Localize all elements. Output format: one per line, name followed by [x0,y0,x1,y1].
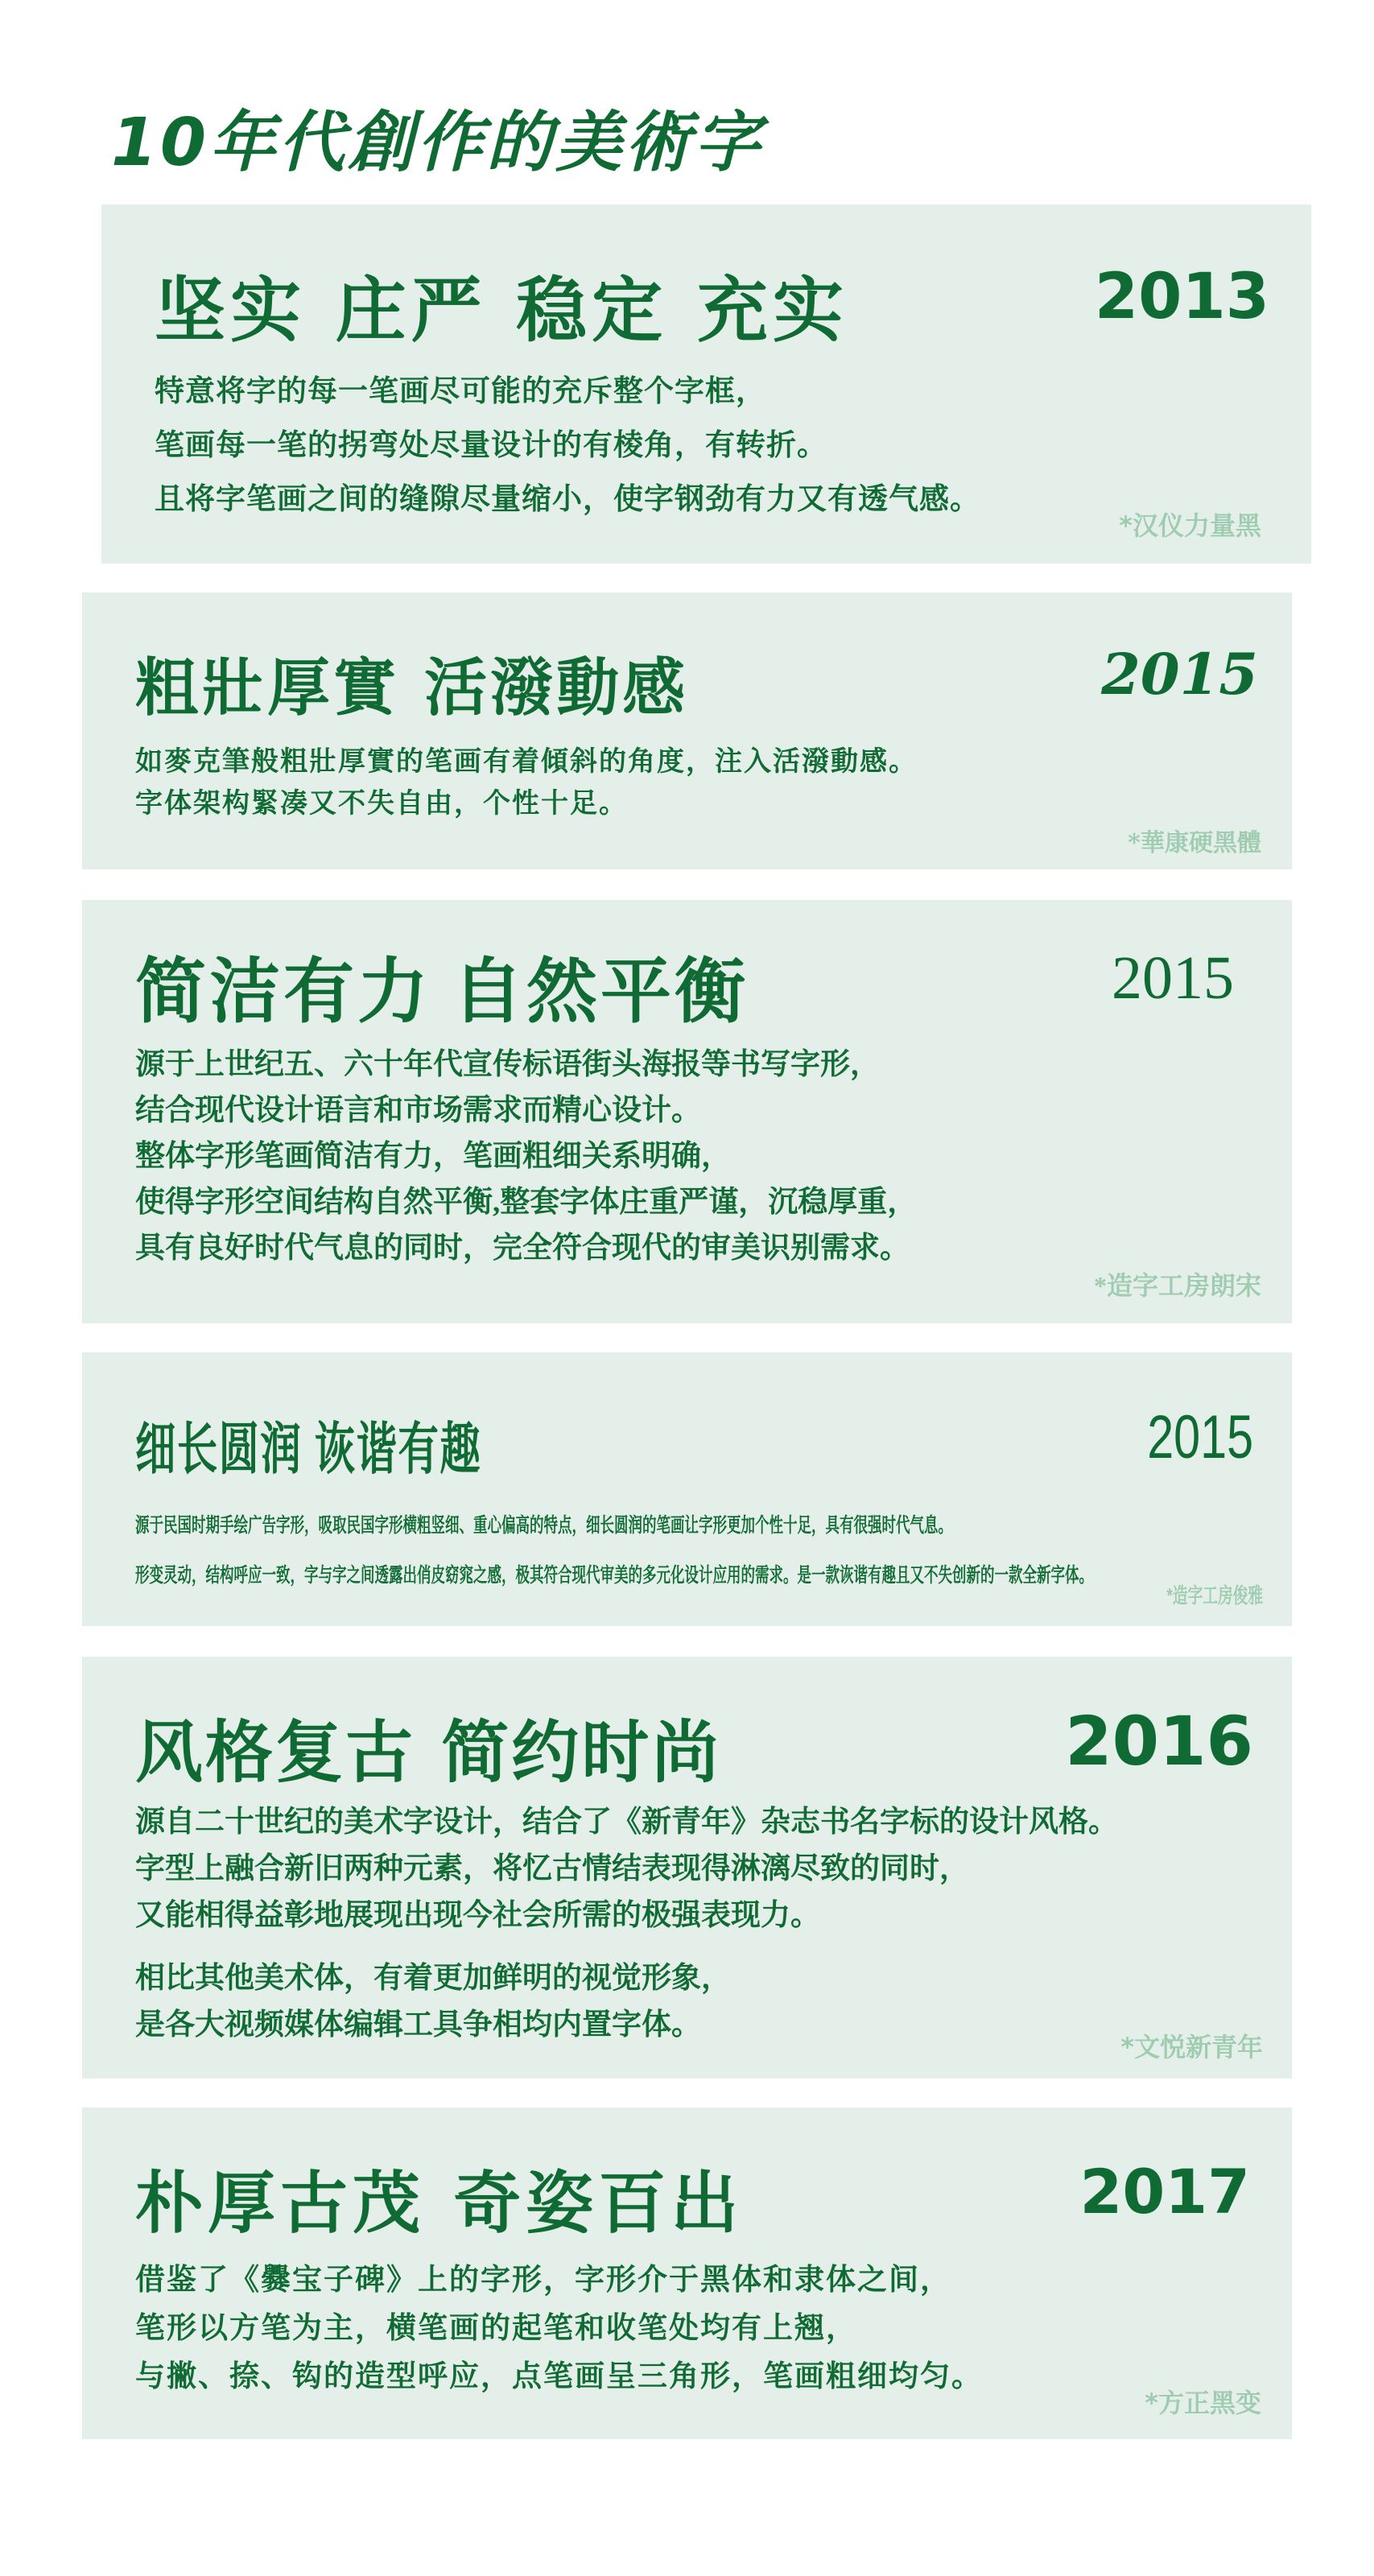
card-year: 2016 [1065,1702,1253,1781]
description-line: 如麥克筆般粗壯厚實的笔画有着傾斜的角度，注入活潑動感。 [135,745,918,778]
card-year: 2015 [1147,1403,1253,1472]
card-heading: 坚实 庄严 稳定 充实 [155,269,848,352]
card-heading: 细长圆润 诙谐有趣 [135,1418,482,1480]
font-credit: *文悦新青年 [1120,2032,1263,2062]
card-description [135,741,918,824]
card-year: 2013 [1094,261,1269,333]
description-line: 笔形以方笔为主，横笔画的起笔和收笔处均有上翘， [135,2310,857,2345]
card-description [135,1042,917,1271]
description-line: 相比其他美术体，有着更加鲜明的视觉形象， [135,1960,731,1995]
description-line: 整体字形笔画简洁有力，笔画粗细关系明确， [135,1140,731,1173]
description-line: 具有良好时代气息的同时，完全符合现代的审美识别需求。 [135,1232,910,1265]
font-credit: *汉仪力量黑 [1119,510,1261,541]
card-description [135,2256,983,2401]
card-year: 2015 [1112,944,1234,1012]
description-line: 字型上融合新旧两种元素，将忆古情结表现得淋漓尽致的同时， [135,1851,969,1885]
description-line: 且将字笔画之间的缝隙尽量缩小，使字钢劲有力又有透气感。 [155,481,980,516]
page-title: 10年代創作的美術字 [111,105,764,181]
description-line: 源于上世纪五、六十年代宣传标语街头海报等书写字形， [135,1048,880,1081]
description-line: 源于民国时期手绘广告字形，吸取民国字形横粗竖细、重心偏高的特点，细长圆润的笔画让字形更加个性十足，具有很强时代气息。 [135,1514,953,1537]
description-line: 结合现代设计语言和市场需求而精心设计。 [135,1094,701,1127]
card-heading: 朴厚古茂 奇姿百出 [135,2164,744,2243]
description-line: 字体架构緊凑又不失自由，个性十足。 [135,787,628,819]
description-line: 是各大视频媒体编辑工具争相均内置字体。 [135,2007,701,2041]
card-heading: 简洁有力 自然平衡 [135,954,749,1032]
font-card-2015-langsong [82,900,1292,1323]
description-line: 借鉴了《爨宝子碑》上的字形，字形介于黑体和隶体之间， [135,2262,951,2297]
card-heading: 粗壯厚實 活潑動感 [135,651,689,724]
description-line: 特意将字的每一笔画尽可能的充斥整个字框， [155,374,766,408]
card-description [155,364,980,526]
card-year: 2015 [1101,641,1258,708]
paragraph-gap [135,1938,1118,1955]
font-credit: *造字工房俊雅 [1166,1583,1263,1608]
card-heading: 风格复古 简约时尚 [135,1713,722,1792]
font-card-2016-xinqingnian [82,1657,1292,2079]
description-line: 源自二十世纪的美术字设计，结合了《新青年》杂志书名字标的设计风格。 [135,1804,1118,1839]
font-credit: *造字工房朗宋 [1093,1271,1261,1300]
card-description [135,1798,1118,2048]
description-line: 使得字形空间结构自然平衡,整套字体庄重严谨，沉稳厚重， [135,1186,918,1219]
font-card-2015-junya [82,1352,1292,1626]
font-card-2017-heibian [82,2107,1292,2439]
description-line: 又能相得益彰地展现出现今社会所需的极强表现力。 [135,1897,820,1932]
font-card-2015-huakang [82,592,1292,869]
font-credit: *方正黑变 [1145,2388,1261,2418]
description-line: 形变灵动，结构呼应一致，字与字之间透露出俏皮窈窕之感，极其符合现代审美的多元化设计应用的需求。是一款诙谐有趣且又不失创新的一款全新字体。 [135,1564,1094,1587]
card-year: 2017 [1079,2156,1250,2227]
font-card-2013-lixiang [101,204,1311,564]
description-line: 笔画每一笔的拐弯处尽量设计的有棱角，有转折。 [155,427,827,462]
card-description [135,1501,1093,1600]
font-credit: *華康硬黑體 [1128,829,1261,857]
description-line: 与撇、捺、钩的造型呼应，点笔画呈三角形，笔画粗细均匀。 [135,2359,983,2393]
